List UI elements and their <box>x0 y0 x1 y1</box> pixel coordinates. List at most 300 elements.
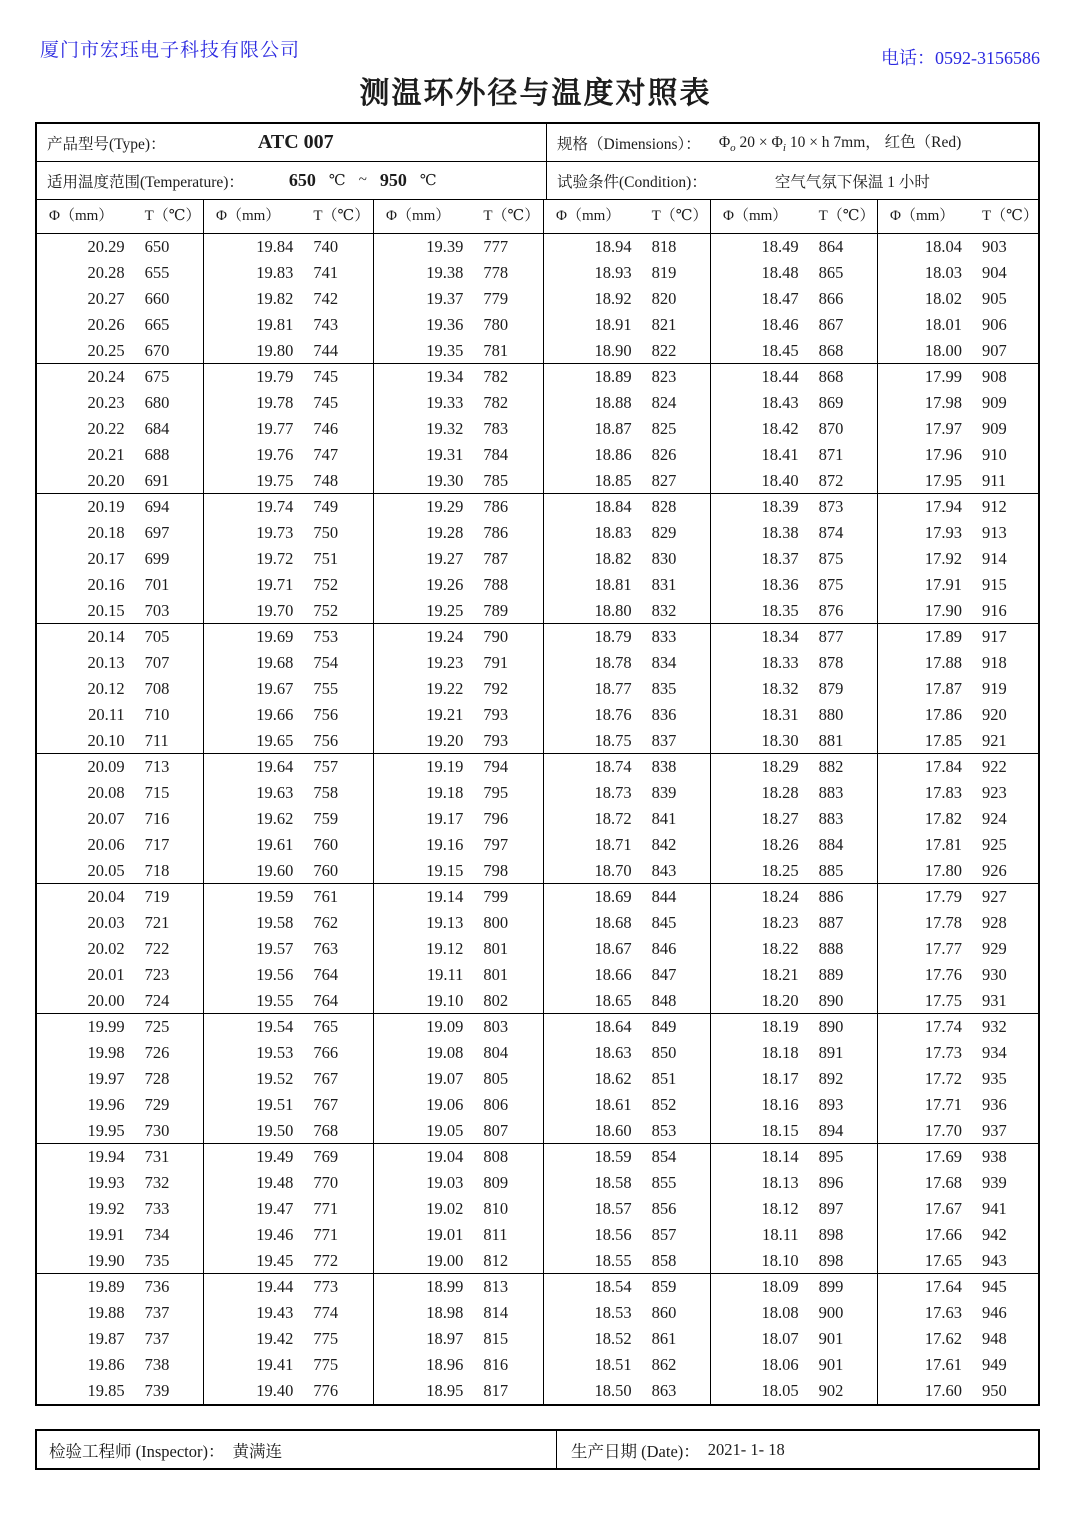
table-cell-pair <box>203 1326 373 1352</box>
phi-value: 19.95 <box>87 1121 125 1140</box>
phi-value: 19.84 <box>256 237 294 256</box>
phi-value: 18.74 <box>594 757 632 776</box>
phi-value: 19.81 <box>256 315 294 334</box>
table-cell-pair <box>543 1144 710 1170</box>
table-cell-pair <box>203 884 373 910</box>
temp-value: 842 <box>651 835 677 854</box>
table-row <box>37 1274 1038 1300</box>
temp-value: 824 <box>651 393 677 412</box>
phi-value: 18.50 <box>594 1381 632 1400</box>
phi-value: 18.43 <box>761 393 799 412</box>
temp-value: 751 <box>313 549 339 568</box>
phi-value: 17.90 <box>924 601 962 620</box>
temp-value: 762 <box>313 913 339 932</box>
table-cell-pair <box>710 364 877 390</box>
phi-value: 19.07 <box>426 1069 464 1088</box>
phi-value: 18.18 <box>761 1043 799 1062</box>
table-cell-pair <box>543 286 710 312</box>
table-cell-pair <box>877 364 1038 390</box>
phi-value: 17.63 <box>924 1303 962 1322</box>
phi-value: 20.13 <box>87 653 125 672</box>
phi-value: 18.75 <box>594 731 632 750</box>
temp-value: 914 <box>982 549 1007 568</box>
phi-value: 19.32 <box>426 419 464 438</box>
table-cell-pair <box>373 754 543 780</box>
temp-value: 728 <box>144 1069 170 1088</box>
phi-value: 18.84 <box>594 497 632 516</box>
temp-value: 871 <box>818 445 844 464</box>
table-cell-pair <box>710 494 877 520</box>
temp-value: 827 <box>651 471 677 490</box>
table-cell-pair <box>710 936 877 962</box>
temp-value: 770 <box>313 1173 339 1192</box>
temp-value: 826 <box>651 445 677 464</box>
table-cell-pair <box>203 936 373 962</box>
temp-value: 873 <box>818 497 844 516</box>
table-cell-pair <box>877 1352 1038 1378</box>
phi-value: 19.02 <box>426 1199 464 1218</box>
table-cell-pair <box>37 650 203 676</box>
phi-value: 18.92 <box>594 289 632 308</box>
phi-value: 17.79 <box>924 887 962 906</box>
table-cell-pair <box>373 728 543 753</box>
phi-value: 18.82 <box>594 549 632 568</box>
phi-value: 18.94 <box>594 237 632 256</box>
table-cell-pair <box>710 884 877 910</box>
phi-value: 19.93 <box>87 1173 125 1192</box>
header-pair <box>877 200 1038 233</box>
temp-value: 830 <box>651 549 677 568</box>
phi-value: 18.65 <box>594 991 632 1010</box>
phi-value: 19.77 <box>256 419 294 438</box>
table-cell-pair <box>203 572 373 598</box>
temp-value: 650 <box>144 237 170 256</box>
temp-value: 901 <box>818 1329 844 1348</box>
temp-value: 731 <box>144 1147 170 1166</box>
phi-value: 19.70 <box>256 601 294 620</box>
temp-value: 889 <box>818 965 844 984</box>
phi-value: 20.22 <box>87 419 125 438</box>
temp-value: 943 <box>982 1251 1007 1270</box>
table-cell-pair <box>543 442 710 468</box>
table-cell-pair <box>373 1040 543 1066</box>
table-cell-pair <box>373 832 543 858</box>
temp-value: 798 <box>483 861 509 880</box>
temp-value: 870 <box>818 419 844 438</box>
temp-value: 738 <box>144 1355 170 1374</box>
phi-value: 18.03 <box>924 263 962 282</box>
table-cell-pair <box>710 1378 877 1404</box>
table-cell-pair <box>373 598 543 623</box>
phi-value: 19.17 <box>426 809 464 828</box>
table-cell-pair <box>203 260 373 286</box>
table-cell-pair <box>373 338 543 363</box>
phi-value: 20.25 <box>87 341 125 360</box>
temp-value: 890 <box>818 991 844 1010</box>
phi-value: 20.00 <box>87 991 125 1010</box>
phi-value: 19.54 <box>256 1017 294 1036</box>
temperature-range-label: 适用温度范围(Temperature)： <box>47 173 244 191</box>
temp-value: 855 <box>651 1173 677 1192</box>
phi-header: Φ（mm） <box>890 208 955 224</box>
temp-value: 820 <box>651 289 677 308</box>
phi-value: 17.95 <box>924 471 962 490</box>
phi-value: 19.61 <box>256 835 294 854</box>
table-cell-pair <box>373 910 543 936</box>
temp-value: 936 <box>982 1095 1007 1114</box>
temp-value: 909 <box>982 393 1007 412</box>
phi-header: Φ（mm） <box>386 208 451 224</box>
phi-value: 17.72 <box>924 1069 962 1088</box>
temp-value: 783 <box>483 419 509 438</box>
phi-value: 18.41 <box>761 445 799 464</box>
temp-value: 877 <box>818 627 844 646</box>
phi-value: 19.27 <box>426 549 464 568</box>
table-cell-pair <box>710 468 877 493</box>
table-cell-pair <box>710 260 877 286</box>
phi-value: 19.75 <box>256 471 294 490</box>
table-cell-pair <box>877 754 1038 780</box>
temp-value: 898 <box>818 1251 844 1270</box>
temp-value: 847 <box>651 965 677 984</box>
temp-value: 801 <box>483 965 509 984</box>
temp-value: 812 <box>483 1251 509 1270</box>
phi-value: 20.09 <box>87 757 125 776</box>
phi-value: 19.08 <box>426 1043 464 1062</box>
temp-value: 759 <box>313 809 339 828</box>
inspector-label: 检验工程师 (Inspector)： <box>49 1441 225 1461</box>
temp-value: 884 <box>818 835 844 854</box>
temp-header: T（℃） <box>313 208 370 224</box>
temp-value: 736 <box>144 1277 170 1296</box>
company-name: 厦门市宏珏电子科技有限公司 <box>40 40 301 61</box>
table-cell-pair <box>37 390 203 416</box>
table-cell-pair <box>373 1352 543 1378</box>
temp-value: 748 <box>313 471 339 490</box>
phi-value: 19.91 <box>87 1225 125 1244</box>
table-cell-pair <box>373 546 543 572</box>
table-row <box>37 520 1038 546</box>
phi-value: 18.52 <box>594 1329 632 1348</box>
table-cell-pair <box>373 416 543 442</box>
phi-value: 19.97 <box>87 1069 125 1088</box>
temp-value: 890 <box>818 1017 844 1036</box>
phi-value: 17.75 <box>924 991 962 1010</box>
table-cell-pair <box>543 1118 710 1143</box>
phi-value: 18.28 <box>761 783 799 802</box>
table-cell-pair <box>543 754 710 780</box>
temp-value: 726 <box>144 1043 170 1062</box>
table-row <box>37 1092 1038 1118</box>
table-row <box>37 1222 1038 1248</box>
phi-value: 18.63 <box>594 1043 632 1062</box>
phi-value: 17.70 <box>924 1121 962 1140</box>
phi-value: 18.66 <box>594 965 632 984</box>
temp-value: 802 <box>483 991 509 1010</box>
page-title: 测温环外径与温度对照表 <box>359 77 712 110</box>
temp-value: 799 <box>483 887 509 906</box>
table-row <box>37 650 1038 676</box>
table-cell-pair <box>543 1248 710 1273</box>
table-cell-pair <box>877 728 1038 753</box>
table-cell-pair <box>37 468 203 493</box>
temp-header: T（℃） <box>818 208 875 224</box>
table-cell-pair <box>203 546 373 572</box>
table-cell-pair <box>203 442 373 468</box>
temp-value: 660 <box>144 289 170 308</box>
phi-value: 18.17 <box>761 1069 799 1088</box>
phi-value: 19.26 <box>426 575 464 594</box>
table-cell-pair <box>37 1196 203 1222</box>
temp-value: 883 <box>818 809 844 828</box>
table-cell-pair <box>543 988 710 1013</box>
phi-value: 18.80 <box>594 601 632 620</box>
table-cell-pair <box>543 650 710 676</box>
table-cell-pair <box>373 260 543 286</box>
phi-value: 19.55 <box>256 991 294 1010</box>
temp-value: 858 <box>651 1251 677 1270</box>
table-cell-pair <box>543 1222 710 1248</box>
table-cell-pair <box>543 312 710 338</box>
table-cell-pair <box>877 988 1038 1013</box>
phi-value: 19.65 <box>256 731 294 750</box>
temp-value: 875 <box>818 575 844 594</box>
table-cell-pair <box>37 1144 203 1170</box>
phi-value: 19.37 <box>426 289 464 308</box>
temp-value: 722 <box>144 939 170 958</box>
temp-value: 843 <box>651 861 677 880</box>
temp-value: 773 <box>313 1277 339 1296</box>
temp-value: 715 <box>144 783 170 802</box>
temp-value: 881 <box>818 731 844 750</box>
phi-value: 18.49 <box>761 237 799 256</box>
phi-value: 18.54 <box>594 1277 632 1296</box>
temp-value: 730 <box>144 1121 170 1140</box>
header-pair <box>203 200 373 233</box>
phi-value: 19.44 <box>256 1277 294 1296</box>
phi-value: 18.57 <box>594 1199 632 1218</box>
temp-value: 719 <box>144 887 170 906</box>
phi-value: 18.86 <box>594 445 632 464</box>
temp-value: 846 <box>651 939 677 958</box>
phi-value: 18.48 <box>761 263 799 282</box>
phi-value: 18.06 <box>761 1355 799 1374</box>
temp-value: 813 <box>483 1277 509 1296</box>
table-cell-pair <box>203 1092 373 1118</box>
phi-value: 18.77 <box>594 679 632 698</box>
phi-value: 18.59 <box>594 1147 632 1166</box>
phi-value: 19.60 <box>256 861 294 880</box>
table-cell-pair <box>37 728 203 753</box>
phi-value: 18.08 <box>761 1303 799 1322</box>
table-cell-pair <box>37 910 203 936</box>
temp-header: T（℃） <box>144 208 201 224</box>
table-cell-pair <box>543 962 710 988</box>
phi-value: 19.22 <box>426 679 464 698</box>
temp-value: 772 <box>313 1251 339 1270</box>
product-type-cell <box>37 124 547 161</box>
temp-value: 760 <box>313 861 339 880</box>
table-cell-pair <box>710 832 877 858</box>
table-cell-pair <box>373 364 543 390</box>
phi-value: 19.68 <box>256 653 294 672</box>
temp-value: 836 <box>651 705 677 724</box>
spec-and-data-table <box>35 122 1040 1406</box>
phi-value: 18.15 <box>761 1121 799 1140</box>
phi-value: 19.09 <box>426 1017 464 1036</box>
phi-value: 20.10 <box>87 731 125 750</box>
date-cell <box>557 1431 1038 1468</box>
table-cell-pair <box>710 286 877 312</box>
temp-value: 908 <box>982 367 1007 386</box>
table-cell-pair <box>543 598 710 623</box>
temp-value: 724 <box>144 991 170 1010</box>
temp-value: 839 <box>651 783 677 802</box>
temp-value: 895 <box>818 1147 844 1166</box>
temp-value: 854 <box>651 1147 677 1166</box>
temp-value: 924 <box>982 809 1007 828</box>
table-cell-pair <box>710 676 877 702</box>
phi-value: 17.98 <box>924 393 962 412</box>
phi-value: 17.74 <box>924 1017 962 1036</box>
table-row <box>37 676 1038 702</box>
table-cell-pair <box>710 1274 877 1300</box>
phi-value: 19.03 <box>426 1173 464 1192</box>
table-cell-pair <box>877 442 1038 468</box>
table-cell-pair <box>710 520 877 546</box>
temp-value: 734 <box>144 1225 170 1244</box>
table-cell-pair <box>373 312 543 338</box>
temp-value: 725 <box>144 1017 170 1036</box>
temp-value: 927 <box>982 887 1007 906</box>
table-cell-pair <box>877 858 1038 883</box>
dimensions-cell <box>547 124 1038 161</box>
temp-value: 655 <box>144 263 170 282</box>
temp-value: 775 <box>313 1355 339 1374</box>
phi-value: 18.42 <box>761 419 799 438</box>
temp-value: 701 <box>144 575 170 594</box>
table-row <box>37 624 1038 650</box>
table-cell-pair <box>37 312 203 338</box>
table-cell-pair <box>710 728 877 753</box>
table-cell-pair <box>373 286 543 312</box>
phi-value: 19.90 <box>87 1251 125 1270</box>
temp-value: 745 <box>313 367 339 386</box>
temp-value: 935 <box>982 1069 1007 1088</box>
temp-value: 869 <box>818 393 844 412</box>
phi-value: 19.06 <box>426 1095 464 1114</box>
temp-value: 946 <box>982 1303 1007 1322</box>
table-cell-pair <box>373 468 543 493</box>
table-row <box>37 910 1038 936</box>
temp-value: 925 <box>982 835 1007 854</box>
temp-value: 786 <box>483 523 509 542</box>
table-cell-pair <box>710 780 877 806</box>
phi-value: 19.23 <box>426 653 464 672</box>
table-cell-pair <box>37 832 203 858</box>
phi-value: 17.93 <box>924 523 962 542</box>
table-cell-pair <box>373 390 543 416</box>
phi-value: 18.60 <box>594 1121 632 1140</box>
condition-value: 空气气氛下保温 1 小时 <box>774 173 930 191</box>
temp-value: 810 <box>483 1199 509 1218</box>
temp-value: 716 <box>144 809 170 828</box>
phi-value: 19.45 <box>256 1251 294 1270</box>
table-row <box>37 806 1038 832</box>
table-row <box>37 260 1038 286</box>
temp-value: 765 <box>313 1017 339 1036</box>
temp-value: 792 <box>483 679 509 698</box>
table-cell-pair <box>710 1066 877 1092</box>
phi-value: 18.26 <box>761 835 799 854</box>
phi-value: 17.89 <box>924 627 962 646</box>
phi-value: 19.47 <box>256 1199 294 1218</box>
temp-value: 918 <box>982 653 1007 672</box>
temp-value: 777 <box>483 237 509 256</box>
table-cell-pair <box>710 234 877 260</box>
table-cell-pair <box>373 1118 543 1143</box>
phi-value: 19.19 <box>426 757 464 776</box>
table-cell-pair <box>710 988 877 1013</box>
table-row <box>37 468 1038 494</box>
table-cell-pair <box>203 1222 373 1248</box>
table-cell-pair <box>543 416 710 442</box>
temp-value: 913 <box>982 523 1007 542</box>
table-cell-pair <box>543 1274 710 1300</box>
table-cell-pair <box>543 806 710 832</box>
table-cell-pair <box>710 806 877 832</box>
table-cell-pair <box>203 1014 373 1040</box>
phi-value: 20.27 <box>87 289 125 308</box>
temp-value: 874 <box>818 523 844 542</box>
temp-value: 841 <box>651 809 677 828</box>
temp-value: 878 <box>818 653 844 672</box>
phi-value: 19.82 <box>256 289 294 308</box>
table-cell-pair <box>37 234 203 260</box>
temp-value: 864 <box>818 237 844 256</box>
phi-value: 18.72 <box>594 809 632 828</box>
table-cell-pair <box>543 702 710 728</box>
table-cell-pair <box>710 546 877 572</box>
table-cell-pair <box>877 520 1038 546</box>
temp-value: 948 <box>982 1329 1007 1348</box>
temp-value: 822 <box>651 341 677 360</box>
table-cell-pair <box>203 806 373 832</box>
table-cell-pair <box>37 1066 203 1092</box>
phi-value: 19.16 <box>426 835 464 854</box>
table-cell-pair <box>877 416 1038 442</box>
phi-value: 18.37 <box>761 549 799 568</box>
table-cell-pair <box>710 910 877 936</box>
temp-value: 764 <box>313 965 339 984</box>
table-cell-pair <box>543 1014 710 1040</box>
table-cell-pair <box>373 1092 543 1118</box>
phi-value: 19.67 <box>256 679 294 698</box>
table-cell-pair <box>373 1014 543 1040</box>
table-cell-pair <box>373 1066 543 1092</box>
phi-value: 20.24 <box>87 367 125 386</box>
table-row <box>37 702 1038 728</box>
table-cell-pair <box>37 624 203 650</box>
temp-value: 928 <box>982 913 1007 932</box>
table-row <box>37 1014 1038 1040</box>
table-cell-pair <box>37 1378 203 1404</box>
header-pair <box>543 200 710 233</box>
table-cell-pair <box>203 416 373 442</box>
phi-value: 19.96 <box>87 1095 125 1114</box>
table-cell-pair <box>710 1300 877 1326</box>
temp-value: 757 <box>313 757 339 776</box>
